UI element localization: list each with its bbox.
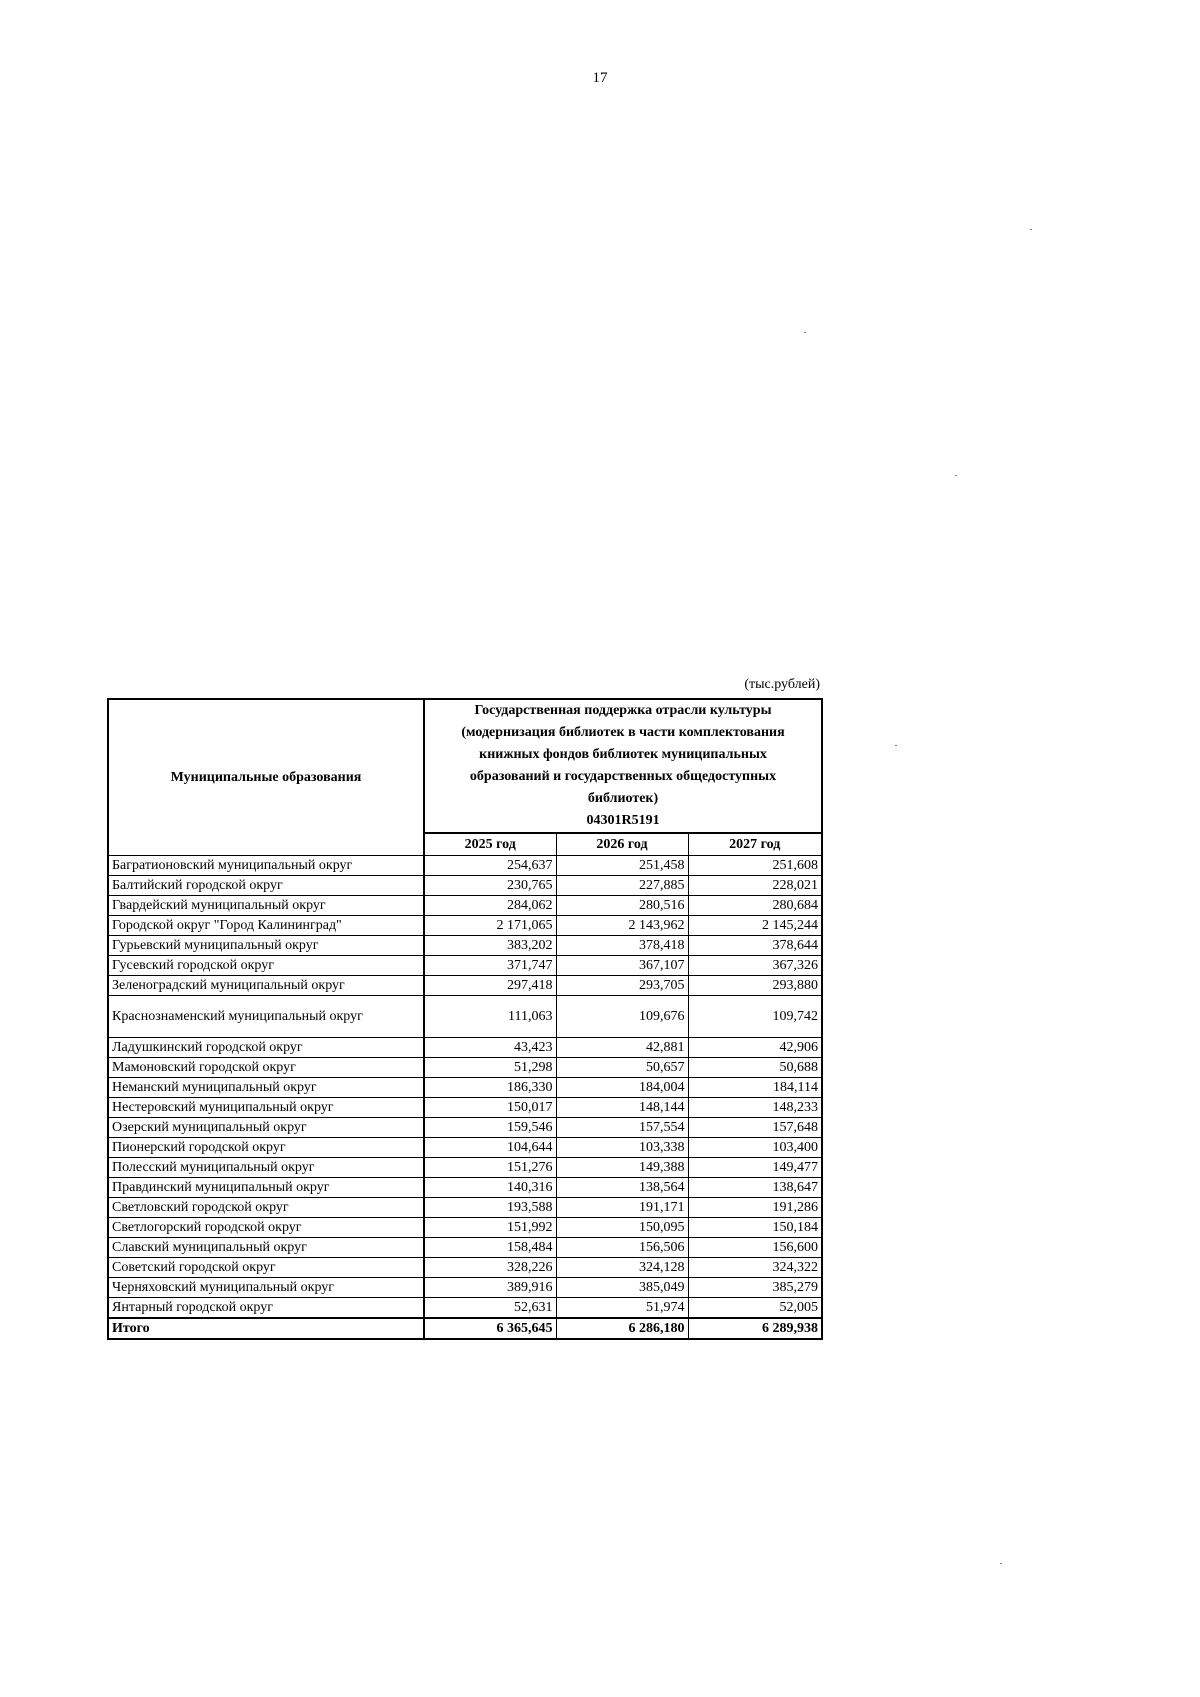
- value-2026: 51,974: [556, 1297, 688, 1318]
- table-row: [108, 915, 822, 935]
- value-2026: 280,516: [556, 895, 688, 915]
- municipality-name: Полесский муниципальный округ: [108, 1157, 424, 1177]
- municipality-name: Гусевский городской округ: [108, 955, 424, 975]
- table-row: [108, 1297, 822, 1318]
- table-row: [108, 1257, 822, 1277]
- municipality-name: Славский муниципальный округ: [108, 1237, 424, 1257]
- header-municipalities: Муниципальные образования: [108, 699, 424, 855]
- table-row: [108, 1037, 822, 1057]
- value-2026: 251,458: [556, 855, 688, 875]
- value-2025: 52,631: [424, 1297, 556, 1318]
- value-2025: 151,276: [424, 1157, 556, 1177]
- value-2027: 148,233: [688, 1097, 822, 1117]
- value-2027: 184,114: [688, 1077, 822, 1097]
- scan-speck: [804, 332, 806, 333]
- units-label: (тыс.рублей): [744, 677, 820, 692]
- value-2026: 293,705: [556, 975, 688, 995]
- year-2025-header: 2025 год: [424, 833, 556, 855]
- value-2026: 324,128: [556, 1257, 688, 1277]
- header-program-code: 04301R5191: [586, 813, 660, 828]
- value-2026: 50,657: [556, 1057, 688, 1077]
- table-row: [108, 855, 822, 875]
- table-row: [108, 895, 822, 915]
- value-2026: 191,171: [556, 1197, 688, 1217]
- total-row: [108, 1318, 822, 1339]
- value-2027: 109,742: [688, 995, 822, 1037]
- table-row: [108, 995, 822, 1037]
- value-2027: 367,326: [688, 955, 822, 975]
- value-2025: 104,644: [424, 1137, 556, 1157]
- value-2027: 150,184: [688, 1217, 822, 1237]
- value-2025: 150,017: [424, 1097, 556, 1117]
- municipality-name: Советский городской округ: [108, 1257, 424, 1277]
- municipality-name: Краснознаменский муниципальный округ: [108, 995, 424, 1037]
- table-row: [108, 1117, 822, 1137]
- municipality-name: Озерский муниципальный округ: [108, 1117, 424, 1137]
- value-2026: 42,881: [556, 1037, 688, 1057]
- municipality-name: Зеленоградский муниципальный округ: [108, 975, 424, 995]
- value-2025: 151,992: [424, 1217, 556, 1237]
- value-2025: 140,316: [424, 1177, 556, 1197]
- value-2026: 2 143,962: [556, 915, 688, 935]
- value-2025: 43,423: [424, 1037, 556, 1057]
- value-2025: 111,063: [424, 995, 556, 1037]
- value-2027: 2 145,244: [688, 915, 822, 935]
- municipality-name: Черняховский муниципальный округ: [108, 1277, 424, 1297]
- value-2025: 371,747: [424, 955, 556, 975]
- table-row: [108, 1217, 822, 1237]
- municipality-name: Светловский городской округ: [108, 1197, 424, 1217]
- value-2026: 149,388: [556, 1157, 688, 1177]
- table-row: [108, 1137, 822, 1157]
- value-2025: 297,418: [424, 975, 556, 995]
- table-row: [108, 1077, 822, 1097]
- header-program-line: Государственная поддержка отрасли культуры: [474, 703, 772, 718]
- value-2025: 159,546: [424, 1117, 556, 1137]
- table-row: [108, 1197, 822, 1217]
- table-row: [108, 1097, 822, 1117]
- value-2027: 103,400: [688, 1137, 822, 1157]
- value-2027: 324,322: [688, 1257, 822, 1277]
- table-row: [108, 1277, 822, 1297]
- value-2026: 367,107: [556, 955, 688, 975]
- table-row: [108, 1177, 822, 1197]
- municipality-name: Балтийский городской округ: [108, 875, 424, 895]
- value-2027: 138,647: [688, 1177, 822, 1197]
- table-row: [108, 935, 822, 955]
- municipality-name: Неманский муниципальный округ: [108, 1077, 424, 1097]
- total-2025: 6 365,645: [424, 1318, 556, 1339]
- municipality-name: Ладушкинский городской округ: [108, 1037, 424, 1057]
- table-header-row: [108, 699, 822, 833]
- municipality-name: Нестеровский муниципальный округ: [108, 1097, 424, 1117]
- value-2027: 157,648: [688, 1117, 822, 1137]
- value-2027: 385,279: [688, 1277, 822, 1297]
- budget-table: [107, 698, 823, 1340]
- header-program-line: книжных фондов библиотек муниципальных: [479, 747, 767, 762]
- value-2027: 191,286: [688, 1197, 822, 1217]
- value-2025: 254,637: [424, 855, 556, 875]
- value-2025: 2 171,065: [424, 915, 556, 935]
- municipality-name: Гвардейский муниципальный округ: [108, 895, 424, 915]
- value-2026: 378,418: [556, 935, 688, 955]
- value-2027: 251,608: [688, 855, 822, 875]
- table-row: [108, 1237, 822, 1257]
- scan-speck: [895, 745, 897, 746]
- value-2026: 227,885: [556, 875, 688, 895]
- scan-speck: [1000, 1563, 1002, 1564]
- value-2027: 293,880: [688, 975, 822, 995]
- value-2026: 103,338: [556, 1137, 688, 1157]
- scan-speck: [1030, 229, 1032, 230]
- total-2026: 6 286,180: [556, 1318, 688, 1339]
- year-2027-header: 2027 год: [688, 833, 822, 855]
- value-2027: 228,021: [688, 875, 822, 895]
- value-2026: 109,676: [556, 995, 688, 1037]
- table-row: [108, 1157, 822, 1177]
- table-row: [108, 1057, 822, 1077]
- value-2026: 157,554: [556, 1117, 688, 1137]
- header-program-line: (модернизация библиотек в части комплектования: [461, 725, 785, 740]
- value-2025: 158,484: [424, 1237, 556, 1257]
- value-2025: 389,916: [424, 1277, 556, 1297]
- table-row: [108, 955, 822, 975]
- municipality-name: Городской округ "Город Калининград": [108, 915, 424, 935]
- value-2025: 230,765: [424, 875, 556, 895]
- municipality-name: Багратионовский муниципальный округ: [108, 855, 424, 875]
- value-2025: 51,298: [424, 1057, 556, 1077]
- municipality-name: Мамоновский городской округ: [108, 1057, 424, 1077]
- total-label: Итого: [108, 1318, 424, 1339]
- value-2027: 52,005: [688, 1297, 822, 1318]
- value-2025: 193,588: [424, 1197, 556, 1217]
- value-2026: 138,564: [556, 1177, 688, 1197]
- value-2026: 150,095: [556, 1217, 688, 1237]
- value-2025: 383,202: [424, 935, 556, 955]
- page-number: 17: [592, 70, 608, 86]
- table-body: [108, 855, 822, 1339]
- municipality-name: Светлогорский городской округ: [108, 1217, 424, 1237]
- total-2027: 6 289,938: [688, 1318, 822, 1339]
- value-2027: 280,684: [688, 895, 822, 915]
- municipality-name: Правдинский муниципальный округ: [108, 1177, 424, 1197]
- scan-speck: [955, 475, 957, 476]
- value-2027: 156,600: [688, 1237, 822, 1257]
- header-program-line: библиотек): [587, 791, 659, 806]
- year-2026-header: 2026 год: [556, 833, 688, 855]
- value-2027: 50,688: [688, 1057, 822, 1077]
- municipality-name: Пионерский городской округ: [108, 1137, 424, 1157]
- value-2026: 156,506: [556, 1237, 688, 1257]
- value-2027: 149,477: [688, 1157, 822, 1177]
- header-program: [424, 699, 822, 833]
- value-2026: 385,049: [556, 1277, 688, 1297]
- municipality-name: Янтарный городской округ: [108, 1297, 424, 1318]
- value-2025: 186,330: [424, 1077, 556, 1097]
- table-row: [108, 875, 822, 895]
- value-2025: 284,062: [424, 895, 556, 915]
- municipality-name: Гурьевский муниципальный округ: [108, 935, 424, 955]
- value-2026: 148,144: [556, 1097, 688, 1117]
- value-2027: 42,906: [688, 1037, 822, 1057]
- value-2025: 328,226: [424, 1257, 556, 1277]
- value-2026: 184,004: [556, 1077, 688, 1097]
- table-row: [108, 975, 822, 995]
- header-program-line: образований и государственных общедоступных: [469, 769, 777, 784]
- value-2027: 378,644: [688, 935, 822, 955]
